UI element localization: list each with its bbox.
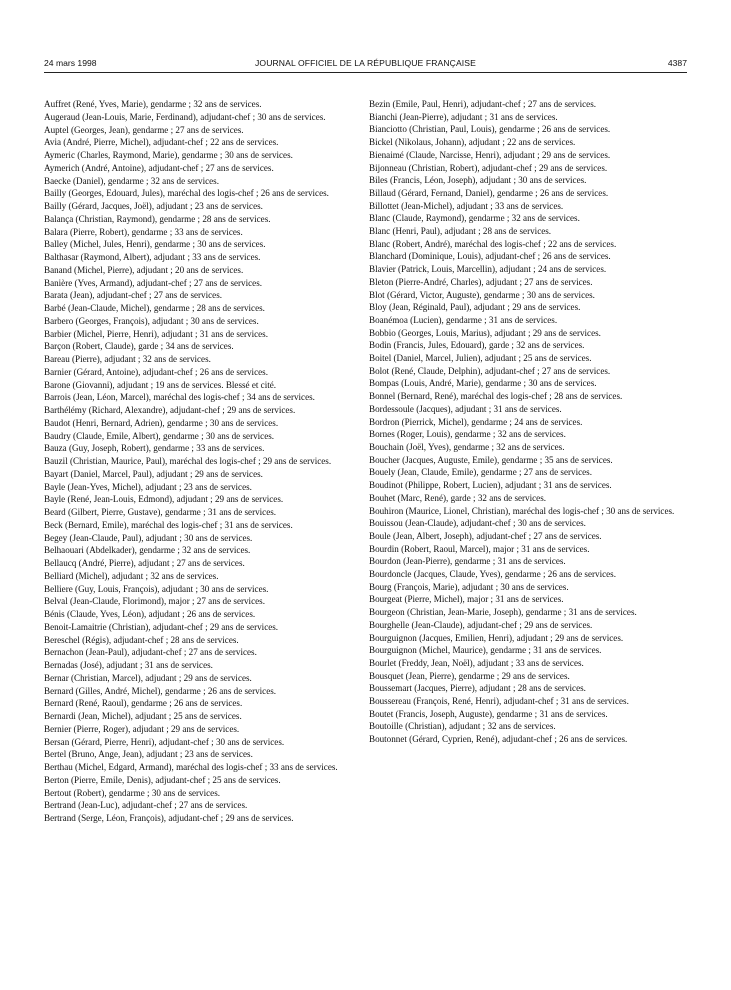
list-item: Bertel (Bruno, Ange, Jean), adjudant ; 23 ans de services. [44, 749, 253, 760]
list-item: Belliere (Guy, Louis, François), adjudant ; 30 ans de services. [44, 583, 269, 594]
list-item: Barbé (Jean-Claude, Michel), gendarme ; 28 ans de services. [44, 303, 265, 313]
list-item: Baudot (Henri, Bernard, Adrien), gendarme ; 30 ans de services. [44, 417, 279, 428]
list-item: Bodin (Francis, Jules, Edouard), garde ; 32 ans de services. [369, 340, 585, 351]
list-item: Bertrand (Jean-Luc), adjudant-chef ; 27 ans de services. [44, 800, 248, 811]
list-item: Beard (Gilbert, Pierre, Gustave), gendarme ; 31 ans de services. [44, 507, 277, 517]
list-item: Bertout (Robert), gendarme ; 30 ans de services. [44, 787, 221, 798]
list-item: Balança (Christian, Raymond), gendarme ; 28 ans de services. [44, 213, 271, 224]
list-item: Aymeric (Charles, Raymond, Marie), gendarme ; 30 ans de services. [44, 150, 293, 160]
list-item: Bertrand (Serge, Léon, François), adjudant-chef ; 29 ans de services. [44, 813, 294, 823]
list-item: Baecke (Daniel), gendarme ; 32 ans de services. [44, 175, 219, 186]
list-item: Avia (André, Pierre, Michel), adjudant-chef ; 22 ans de services. [44, 137, 279, 148]
list-item: Bourghelle (Jean-Claude), adjudant-chef ; 29 ans de services. [369, 619, 593, 630]
list-item: Biles (Francis, Léon, Joseph), adjudant ; 30 ans de services. [369, 175, 587, 186]
list-item: Bourg (François, Marie), adjudant ; 30 ans de services. [369, 581, 569, 592]
list-item: Boule (Jean, Albert, Joseph), adjudant-chef ; 27 ans de services. [369, 530, 602, 541]
list-item: Boucher (Jacques, Auguste, Emile), gendarme ; 35 ans de services. [369, 454, 613, 465]
list-item: Bernardi (Jean, Michel), adjudant ; 25 ans de services. [44, 711, 242, 721]
list-item: Bayle (Jean-Yves, Michel), adjudant ; 23 ans de services. [44, 481, 252, 492]
header-rule [44, 72, 687, 73]
list-item: Belval (Jean-Claude, Florimond), major ; 27 ans de services. [44, 596, 265, 607]
list-item: Bolot (René, Claude, Delphin), adjudant-chef ; 27 ans de services. [369, 365, 611, 376]
list-item: Bauza (Guy, Joseph, Robert), gendarme ; 33 ans de services. [44, 443, 265, 454]
list-item: Bienaimé (Claude, Narcisse, Henri), adjudant ; 29 ans de services. [369, 149, 611, 160]
list-item: Bourlet (Freddy, Jean, Noël), adjudant ; 33 ans de services. [369, 657, 584, 668]
list-item: Boutoille (Christian), adjudant ; 32 ans de services. [369, 721, 556, 732]
list-item: Bayart (Daniel, Marcel, Paul), adjudant ; 29 ans de services. [44, 468, 263, 479]
list-item: Bernadas (José), adjudant ; 31 ans de services. [44, 660, 213, 670]
list-item: Bornes (Roger, Louis), gendarme ; 32 ans de services. [369, 429, 566, 440]
list-item: Barnier (Gérard, Antoine), adjudant-chef ; 26 ans de services. [44, 366, 268, 377]
list-item: Blanc (Henri, Paul), adjudant ; 28 ans de services. [369, 226, 552, 237]
list-item: Bénis (Claude, Yves, Léon), adjudant ; 26 ans de services. [44, 609, 256, 619]
list-item: Boudinot (Philippe, Robert, Lucien), adjudant ; 31 ans de services. [369, 480, 612, 491]
list-item: Barone (Giovanni), adjudant ; 19 ans de services. Blessé et cité. [44, 379, 277, 390]
list-item: Bareau (Pierre), adjudant ; 32 ans de services. [44, 354, 211, 364]
list-item: Bloy (Jean, Réginald, Paul), adjudant ; 29 ans de services. [369, 302, 581, 313]
list-item: Blanc (Claude, Raymond), gendarme ; 32 ans de services. [369, 213, 580, 224]
list-item: Belliard (Michel), adjudant ; 32 ans de services. [44, 570, 219, 581]
list-item: Bordron (Pierrick, Michel), gendarme ; 24 ans de services. [369, 416, 583, 427]
list-item: Boutonnet (Gérard, Cyprien, René), adjudant-chef ; 26 ans de services. [369, 734, 628, 745]
list-item: Bijonneau (Christian, Robert), adjudant-chef ; 29 ans de services. [369, 162, 608, 173]
list-item: Beck (Bernard, Emile), maréchal des logis-chef ; 31 ans de services. [44, 519, 293, 530]
list-item: Bailly (Georges, Edouard, Jules), maréchal des logis-chef ; 26 ans de services. [44, 188, 329, 199]
list-item: Bouchain (Joël, Yves), gendarme ; 32 ans de services. [369, 441, 565, 452]
list-item: Boitel (Daniel, Marcel, Julien), adjudant ; 25 ans de services. [369, 353, 592, 364]
list-item: Bourguignon (Jacques, Emilien, Henri), adjudant ; 29 ans de services. [369, 632, 624, 643]
list-item: Bersan (Gérard, Pierre, Henri), adjudant-chef ; 30 ans de services. [44, 736, 285, 747]
list-item: Bernier (Pierre, Roger), adjudant ; 29 ans de services. [44, 723, 240, 734]
left-column [44, 99, 356, 826]
list-item: Auffret (René, Yves, Marie), gendarme ; 32 ans de services. [44, 99, 262, 109]
list-item: Balara (Pierre, Robert), gendarme ; 33 ans de services. [44, 226, 243, 237]
list-item: Bourgeat (Pierre, Michel), major ; 31 ans de services. [369, 594, 564, 605]
list-item: Bouissou (Jean-Claude), adjudant-chef ; 30 ans de services. [369, 518, 586, 529]
header-date: 24 mars 1998 [44, 58, 97, 68]
list-item: Auptel (Georges, Jean), gendarme ; 27 ans de services. [44, 124, 244, 135]
list-item: Bouhiron (Maurice, Lionel, Christian), maréchal des logis-chef ; 30 ans de services. [369, 505, 675, 516]
list-item: Bordessoule (Jacques), adjudant ; 31 ans de services. [369, 403, 562, 414]
list-item: Banière (Yves, Armand), adjudant-chef ; 27 ans de services. [44, 277, 263, 288]
list-item: Bouhet (Marc, René), garde ; 32 ans de services. [369, 492, 547, 503]
list-item: Banand (Michel, Pierre), adjudant ; 20 ans de services. [44, 264, 244, 275]
list-item: Bourgeon (Christian, Jean-Marie, Joseph), gendarme ; 31 ans de services. [369, 607, 637, 618]
list-item: Bickel (Nikolaus, Johann), adjudant ; 22 ans de services. [369, 137, 576, 148]
list-item: Bernachon (Jean-Paul), adjudant-chef ; 27 ans de services. [44, 647, 257, 658]
list-item: Bailly (Gérard, Jacques, Joël), adjudant ; 23 ans de services. [44, 201, 263, 211]
list-item: Bourdin (Robert, Raoul, Marcel), major ; 31 ans de services. [369, 543, 590, 554]
list-item: Bompas (Louis, André, Marie), gendarme ; 30 ans de services. [369, 378, 597, 389]
list-item: Bonnel (Bernard, René), maréchal des logis-chef ; 28 ans de services. [369, 391, 623, 402]
list-item: Bourdoncle (Jacques, Claude, Yves), gendarme ; 26 ans de services. [369, 569, 616, 580]
list-item: Bezin (Emile, Paul, Henri), adjudant-chef ; 27 ans de services. [369, 99, 597, 109]
list-item: Berthau (Michel, Edgard, Armand), maréchal des logis-chef ; 33 ans de services. [44, 762, 338, 772]
list-item: Blanchard (Dominique, Louis), adjudant-chef ; 26 ans de services. [369, 251, 611, 262]
list-item: Boussereau (François, René, Henri), adjudant-chef ; 31 ans de services. [369, 696, 629, 707]
list-item: Bouely (Jean, Claude, Emile), gendarme ; 27 ans de services. [369, 467, 592, 478]
list-item: Bernar (Christian, Marcel), adjudant ; 29 ans de services. [44, 672, 252, 683]
list-item: Bousquet (Jean, Pierre), gendarme ; 29 ans de services. [369, 670, 570, 681]
list-item: Bayle (René, Jean-Louis, Edmond), adjudant ; 29 ans de services. [44, 494, 284, 505]
list-item: Bauzil (Christian, Maurice, Paul), maréchal des logis-chef ; 29 ans de services. [44, 456, 332, 466]
list-item: Boanémoa (Lucien), gendarme ; 31 ans de services. [369, 314, 558, 325]
list-item: Bourguignon (Michel, Maurice), gendarme ; 31 ans de services. [369, 645, 602, 656]
right-column [369, 99, 686, 747]
list-item: Berton (Pierre, Emile, Denis), adjudant-chef ; 25 ans de services. [44, 774, 281, 785]
list-item: Barata (Jean), adjudant-chef ; 27 ans de services. [44, 290, 223, 301]
list-item: Billottet (Jean-Michel), adjudant ; 33 ans de services. [369, 200, 564, 211]
list-item: Bourdon (Jean-Pierre), gendarme ; 31 ans de services. [369, 556, 566, 567]
list-item: Balthasar (Raymond, Albert), adjudant ; 33 ans de services. [44, 252, 261, 262]
list-item: Belhaouari (Abdelkader), gendarme ; 32 ans de services. [44, 545, 251, 556]
list-item: Barbero (Georges, François), adjudant ; 30 ans de services. [44, 315, 259, 326]
list-item: Bianchi (Jean-Pierre), adjudant ; 31 ans de services. [369, 111, 558, 122]
page-header [44, 58, 687, 72]
list-item: Barrois (Jean, Léon, Marcel), maréchal des logis-chef ; 34 ans de services. [44, 392, 315, 403]
list-item: Benoit-Lamaitrie (Christian), adjudant-chef ; 29 ans de services. [44, 621, 279, 632]
page-number: 4387 [667, 58, 687, 68]
list-item: Balley (Michel, Jules, Henri), gendarme ; 30 ans de services. [44, 239, 266, 250]
list-item: Barbier (Michel, Pierre, Henri), adjudant ; 31 ans de services. [44, 328, 268, 339]
list-item: Barthélémy (Richard, Alexandre), adjudant-chef ; 29 ans de services. [44, 405, 296, 415]
list-item: Begey (Jean-Claude, Paul), adjudant ; 30 ans de services. [44, 532, 253, 543]
list-item: Augeraud (Jean-Louis, Marie, Ferdinand), adjudant-chef ; 30 ans de services. [44, 111, 326, 122]
list-item: Boussemart (Jacques, Pierre), adjudant ; 28 ans de services. [369, 683, 586, 694]
list-item: Billaud (Gérard, Fernand, Daniel), gendarme ; 26 ans de services. [369, 187, 609, 198]
list-item: Barçon (Robert, Claude), garde ; 34 ans de services. [44, 341, 234, 352]
list-item: Blanc (Robert, André), maréchal des logis-chef ; 22 ans de services. [369, 238, 617, 249]
list-item: Bobbio (Georges, Louis, Marius), adjudant ; 29 ans de services. [369, 327, 601, 338]
list-item: Bianciotto (Christian, Paul, Louis), gendarme ; 26 ans de services. [369, 124, 611, 135]
list-item: Blot (Gérard, Victor, Auguste), gendarme ; 30 ans de services. [369, 289, 595, 300]
list-item: Boutet (Francis, Joseph, Auguste), gendarme ; 31 ans de services. [369, 708, 608, 719]
list-item: Bleton (Pierre-André, Charles), adjudant ; 27 ans de services. [369, 276, 593, 287]
list-item: Bernard (Gilles, André, Michel), gendarme ; 26 ans de services. [44, 685, 277, 696]
list-item: Blavier (Patrick, Louis, Marcellin), adjudant ; 24 ans de services. [369, 264, 607, 275]
journal-title: JOURNAL OFFICIEL DE LA RÉPUBLIQUE FRANÇAISE [255, 58, 476, 68]
list-item: Bellaucq (André, Pierre), adjudant ; 27 ans de services. [44, 558, 245, 568]
list-item: Bereschel (Régis), adjudant-chef ; 28 ans de services. [44, 634, 239, 645]
list-item: Aymerich (André, Antoine), adjudant-chef ; 27 ans de services. [44, 162, 274, 173]
list-item: Baudry (Claude, Emile, Albert), gendarme ; 30 ans de services. [44, 430, 275, 441]
list-item: Bernard (René, Raoul), gendarme ; 26 ans de services. [44, 698, 243, 709]
